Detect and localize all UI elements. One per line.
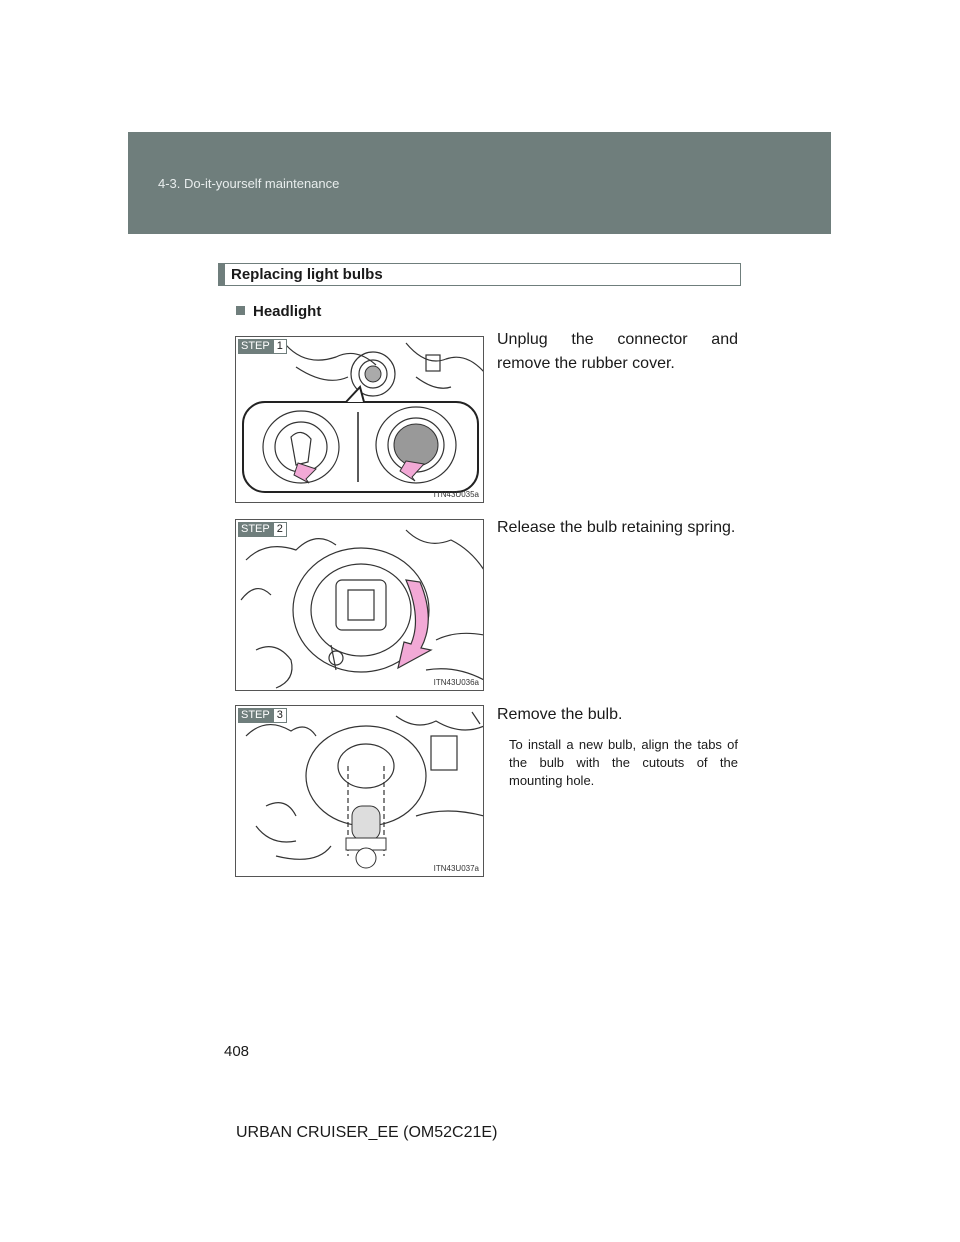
- footer-model: URBAN CRUISER_EE (OM52C21E): [236, 1124, 498, 1141]
- step-number: 1: [273, 339, 287, 354]
- step-3-note: To install a new bulb, align the tabs of the bulb with the cutouts of the mounting hole.: [509, 737, 738, 788]
- step-1-text: Unplug the connector and remove the rubber cover.: [497, 331, 738, 372]
- section-tab-marker: [219, 264, 225, 285]
- figure-step-1: [235, 336, 484, 503]
- figure-code: ITN43U037a: [433, 864, 479, 873]
- header-band: [128, 132, 831, 234]
- step-number: 3: [273, 708, 287, 723]
- figure-code: ITN43U035a: [433, 490, 479, 499]
- page-number: 408: [224, 1043, 250, 1060]
- step-label: STEP: [238, 522, 273, 537]
- step-badge: [238, 339, 287, 354]
- square-bullet-icon: [236, 306, 245, 315]
- step-3-text: Remove the bulb.: [497, 706, 623, 723]
- step-number: 2: [273, 522, 287, 537]
- step-label: STEP: [238, 339, 273, 354]
- spring-illustration: [236, 520, 484, 691]
- figure-step-3: [235, 705, 484, 877]
- figure-step-2: [235, 519, 484, 691]
- step-label: STEP: [238, 708, 273, 723]
- figure-code: ITN43U036a: [433, 678, 479, 687]
- step-2-text: Release the bulb retaining spring.: [497, 519, 736, 536]
- breadcrumb: 4-3. Do-it-yourself maintenance: [158, 176, 340, 191]
- section-title: Replacing light bulbs: [231, 266, 383, 283]
- subsection-heading: [236, 303, 321, 320]
- connector-illustration: [236, 337, 484, 503]
- section-heading: [218, 263, 741, 286]
- step-badge: [238, 522, 287, 537]
- subsection-title: Headlight: [253, 303, 322, 320]
- step-badge: [238, 708, 287, 723]
- bulb-removal-illustration: [236, 706, 484, 877]
